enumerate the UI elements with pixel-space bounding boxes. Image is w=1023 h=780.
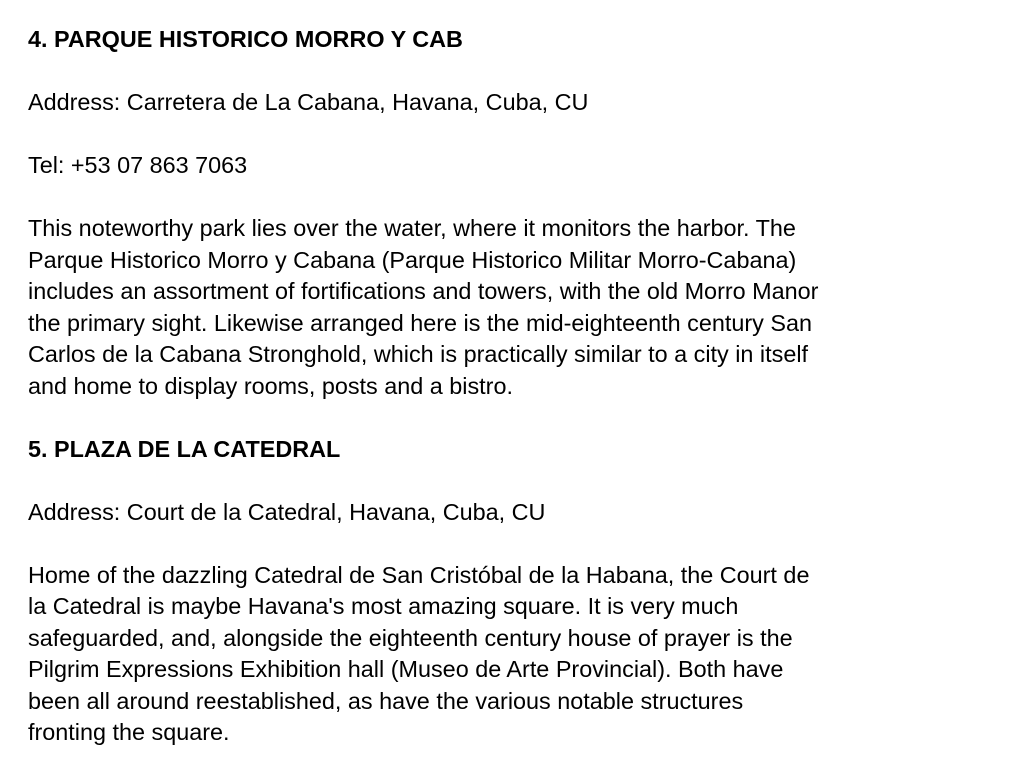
description-paragraph	[28, 213, 1003, 402]
section-heading: 5. PLAZA DE LA CATEDRAL	[28, 435, 341, 462]
address-text: Address: Carretera de La Cabana, Havana, Cuba, CU	[28, 89, 589, 115]
description-line: la Catedral is maybe Havana's most amazing square. It is very much	[28, 593, 739, 619]
description-line: Pilgrim Expressions Exhibition hall (Museo de Arte Provincial). Both have	[28, 656, 784, 682]
section-heading: 4. PARQUE HISTORICO MORRO Y CAB	[28, 26, 463, 52]
description-line: the primary sight. Likewise arranged here is the mid-eighteenth century San	[28, 309, 812, 336]
description-line: This noteworthy park lies over the water, where it monitors the harbor. The	[28, 215, 796, 241]
attraction-section-plaza-catedral	[28, 434, 1003, 749]
address-text: Address: Court de la Catedral, Havana, Cuba, CU	[28, 498, 546, 525]
description-line: Parque Historico Morro y Cabana (Parque Historico Militar Morro-Cabana)	[28, 246, 797, 273]
description-line: includes an assortment of fortifications and towers, with the old Morro Manor	[28, 278, 819, 304]
description-line: fronting the square.	[28, 719, 230, 745]
description-line: Carlos de la Cabana Stronghold, which is practically similar to a city in itself	[28, 341, 809, 367]
description-line: and home to display rooms, posts and a bistro.	[28, 372, 513, 399]
telephone-text: Tel: +53 07 863 7063	[28, 152, 248, 178]
description-line: safeguarded, and, alongside the eighteenth century house of prayer is the	[28, 624, 793, 651]
attraction-section-morro-cabana	[28, 24, 1003, 402]
description-line: Home of the dazzling Catedral de San Cristóbal de la Habana, the Court de	[28, 561, 810, 588]
description-line: been all around reestablished, as have the various notable structures	[28, 687, 744, 714]
description-paragraph	[28, 560, 1003, 749]
document-page	[28, 24, 1003, 780]
